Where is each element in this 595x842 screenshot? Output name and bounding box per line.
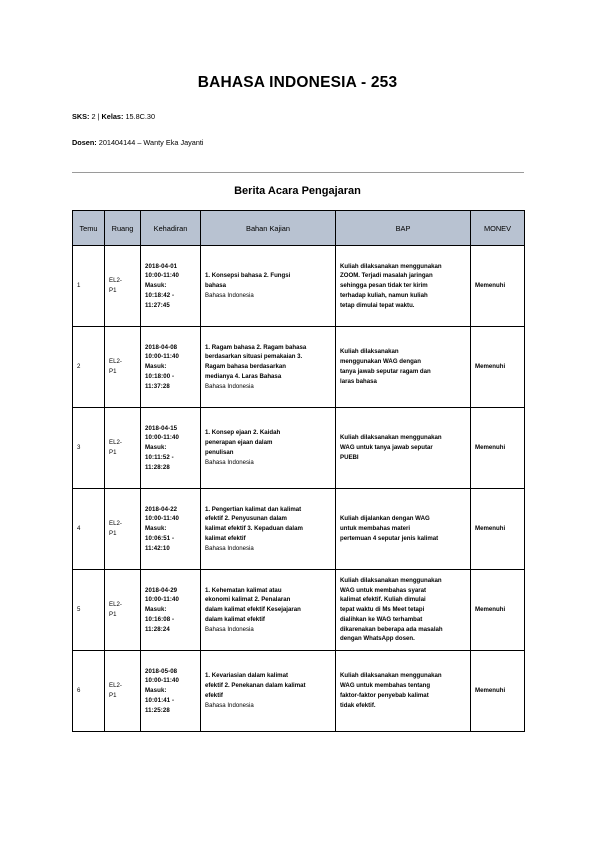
- cell-kehadiran: [141, 246, 201, 327]
- kehadiran-line: 11:25:28: [145, 706, 170, 714]
- cell-ruang: [105, 408, 141, 489]
- kajian-reference: Bahasa Indonesia: [205, 625, 254, 633]
- kehadiran-line: 10:11:52 -: [145, 453, 174, 461]
- kajian-line: 1. Pengertian kalimat dan kalimat: [205, 505, 302, 513]
- kajian-line: 1. Konsep ejaan 2. Kaidah: [205, 429, 281, 437]
- cell-bap: [336, 408, 471, 489]
- cell-monev: Memenuhi: [471, 651, 525, 732]
- kajian-line: Ragam bahasa berdasarkan: [205, 363, 286, 371]
- cell-ruang: [105, 651, 141, 732]
- bap-line: WAG untuk membahas tentang: [340, 682, 431, 690]
- kehadiran-line: 2018-04-22: [145, 505, 178, 513]
- kehadiran-line: 10:00-11:40: [145, 434, 179, 442]
- course-title: BAHASA INDONESIA - 253: [197, 74, 398, 91]
- bap-line: sehingga pesan tidak ter kirim: [340, 282, 428, 290]
- kajian-line: medianya 4. Laras Bahasa: [205, 372, 282, 380]
- bap-line: Kuliah dilaksanakan menggunakan: [340, 576, 442, 584]
- cell-ruang: [105, 489, 141, 570]
- kajian-reference: Bahasa Indonesia: [205, 701, 254, 709]
- kajian-line: 1. Kehematan kalimat atau: [205, 586, 282, 594]
- kehadiran-line: 10:18:42 -: [145, 291, 175, 299]
- kajian-reference: Bahasa Indonesia: [205, 382, 254, 390]
- bap-line: dikarenakan beberapa ada masalah: [340, 625, 443, 633]
- table-row: [73, 246, 525, 327]
- cell-ruang: [105, 570, 141, 651]
- sks-label: SKS:: [72, 112, 90, 121]
- cell-bap: [336, 489, 471, 570]
- bap-line: faktor-faktor penyebab kalimat: [340, 692, 429, 699]
- kehadiran-line: 11:42:10: [145, 544, 170, 552]
- dosen-label: Dosen:: [72, 138, 97, 147]
- dosen-value: 201404144 – Wanty Eka Jayanti: [98, 138, 204, 147]
- kehadiran-line: 10:00-11:40: [145, 272, 179, 280]
- kehadiran-line: 2018-04-01: [145, 262, 178, 270]
- kehadiran-line: 10:00-11:40: [145, 596, 179, 604]
- kehadiran-line: 10:01:41 -: [145, 696, 175, 704]
- kajian-reference: Bahasa Indonesia: [205, 458, 254, 466]
- kehadiran-line: Masuk:: [145, 363, 167, 371]
- bap-line: WAG untuk membahas syarat: [340, 586, 427, 594]
- cell-temu: 3: [73, 408, 105, 489]
- cell-bahan-kajian: [201, 327, 336, 408]
- kehadiran-line: Masuk:: [145, 687, 167, 695]
- bap-line: Kuliah dilaksanakan menggunakan: [340, 262, 442, 270]
- bap-line: laras bahasa: [340, 377, 377, 385]
- kehadiran-line: Masuk:: [145, 282, 167, 290]
- kajian-line: 1. Ragam bahasa 2. Ragam bahasa: [205, 343, 307, 351]
- kehadiran-line: 11:27:45: [145, 301, 170, 309]
- table-row: [73, 408, 525, 489]
- cell-bap: [336, 327, 471, 408]
- table-body: [73, 246, 525, 732]
- section-title: Berita Acara Pengajaran: [234, 185, 361, 197]
- ruang-line: P1: [109, 449, 117, 456]
- table-row: [73, 327, 525, 408]
- kajian-line: efektif: [205, 692, 223, 699]
- cell-monev: Memenuhi: [471, 246, 525, 327]
- kajian-line: bahasa: [205, 282, 227, 290]
- kajian-line: berdasarkan situasi pemakaian 3.: [205, 353, 303, 361]
- kelas-value: 15.8C.30: [125, 112, 156, 121]
- bap-table: [72, 210, 525, 732]
- kehadiran-line: 2018-04-08: [145, 343, 178, 351]
- kehadiran-line: 2018-05-08: [145, 667, 178, 675]
- kajian-line: dalam kalimat efektif Kesejajaran: [205, 606, 301, 614]
- ruang-line: EL2-: [109, 439, 122, 447]
- kehadiran-line: 10:00-11:40: [145, 353, 179, 361]
- cell-temu: 5: [73, 570, 105, 651]
- cell-temu: 6: [73, 651, 105, 732]
- bap-line: dialihkan ke WAG terhambat: [340, 615, 423, 623]
- cell-monev: Memenuhi: [471, 570, 525, 651]
- cell-kehadiran: [141, 489, 201, 570]
- cell-bap: [336, 246, 471, 327]
- horizontal-divider: [72, 172, 524, 173]
- bap-line: Kuliah dilaksanakan menggunakan: [340, 434, 442, 442]
- cell-monev: Memenuhi: [471, 489, 525, 570]
- kelas-label: Kelas:: [101, 112, 124, 121]
- kajian-line: kalimat efektif 3. Kepaduan dalam: [205, 525, 303, 533]
- ruang-line: EL2-: [109, 277, 122, 285]
- cell-temu: 1: [73, 246, 105, 327]
- cell-temu: 2: [73, 327, 105, 408]
- column-header-monev: MONEV: [471, 211, 525, 246]
- kehadiran-line: 11:37:28: [145, 382, 170, 390]
- kajian-reference: Bahasa Indonesia: [205, 544, 254, 552]
- cell-kehadiran: [141, 651, 201, 732]
- bap-line: WAG untuk tanya jawab seputar: [340, 444, 433, 452]
- ruang-line: P1: [109, 530, 117, 537]
- kajian-line: ekonomi kalimat 2. Penalaran: [205, 596, 291, 604]
- table-header-row: [73, 211, 525, 246]
- cell-monev: Memenuhi: [471, 408, 525, 489]
- kajian-line: kalimat efektif: [205, 534, 246, 542]
- bap-line: Kuliah dilaksanakan menggunakan: [340, 672, 442, 680]
- kehadiran-line: 10:06:51 -: [145, 534, 175, 542]
- bap-line: Kuliah dilaksanakan: [340, 348, 399, 356]
- cell-bahan-kajian: [201, 408, 336, 489]
- column-header-temu: Temu: [73, 211, 105, 246]
- table-row: [73, 489, 525, 570]
- kajian-line: 1. Konsepsi bahasa 2. Fungsi: [205, 272, 291, 280]
- kajian-line: efektif 2. Penekanan dalam kalimat: [205, 682, 306, 690]
- kajian-line: dalam kalimat efektif: [205, 615, 265, 623]
- cell-bahan-kajian: [201, 246, 336, 327]
- kehadiran-line: 10:18:00 -: [145, 372, 175, 380]
- cell-bahan-kajian: [201, 570, 336, 651]
- column-header-ruang: Ruang: [105, 211, 141, 246]
- cell-bahan-kajian: [201, 489, 336, 570]
- column-header-bahan-kajian: Bahan Kajian: [201, 211, 336, 246]
- kehadiran-line: 2018-04-15: [145, 424, 178, 432]
- ruang-line: P1: [109, 287, 117, 294]
- kehadiran-line: 2018-04-29: [145, 586, 178, 594]
- bap-line: ZOOM. Terjadi masalah jaringan: [340, 272, 433, 280]
- bap-line: menggunakan WAG dengan: [340, 358, 421, 366]
- kajian-line: penulisan: [205, 449, 234, 456]
- table-row: [73, 651, 525, 732]
- bap-line: pertemuan 4 seputar jenis kalimat: [340, 534, 439, 542]
- ruang-line: P1: [109, 368, 117, 375]
- bap-line: PUEBI: [340, 453, 359, 461]
- bap-line: tanya jawab seputar ragam dan: [340, 368, 431, 375]
- sks-value: 2: [91, 112, 96, 121]
- kehadiran-line: Masuk:: [145, 525, 167, 533]
- bap-line: terhadap kuliah, namun kuliah: [340, 291, 428, 299]
- cell-monev: Memenuhi: [471, 327, 525, 408]
- kehadiran-line: Masuk:: [145, 606, 167, 614]
- bap-line: dengan WhatsApp dosen.: [340, 635, 415, 643]
- cell-bap: [336, 651, 471, 732]
- kehadiran-line: 11:28:24: [145, 625, 170, 633]
- bap-line: kalimat efektif. Kuliah dimulai: [340, 596, 426, 604]
- bap-line: untuk membahas materi: [340, 525, 411, 533]
- kehadiran-line: 10:00-11:40: [145, 515, 179, 523]
- bap-line: Kuliah dijalankan dengan WAG: [340, 515, 430, 523]
- ruang-line: EL2-: [109, 358, 122, 366]
- kajian-line: efektif 2. Penyusunan dalam: [205, 515, 287, 523]
- kehadiran-line: Masuk:: [145, 444, 167, 452]
- ruang-line: P1: [109, 692, 117, 699]
- table-row: [73, 570, 525, 651]
- kajian-line: penerapan ejaan dalam: [205, 439, 273, 447]
- kajian-line: 1. Kevariasian dalam kalimat: [205, 672, 288, 680]
- ruang-line: EL2-: [109, 520, 122, 528]
- cell-bahan-kajian: [201, 651, 336, 732]
- cell-kehadiran: [141, 408, 201, 489]
- column-header-bap: BAP: [336, 211, 471, 246]
- bap-line: tepat waktu di Ms Meet tetapi: [340, 606, 425, 614]
- bap-line: tidak efektif.: [340, 701, 376, 709]
- cell-ruang: [105, 246, 141, 327]
- meta-separator: |: [97, 112, 102, 121]
- kajian-reference: Bahasa Indonesia: [205, 291, 254, 299]
- ruang-line: EL2-: [109, 682, 122, 690]
- column-header-kehadiran: Kehadiran: [141, 211, 201, 246]
- kehadiran-line: 10:00-11:40: [145, 677, 179, 685]
- cell-bap: [336, 570, 471, 651]
- sks-kelas-line: [72, 112, 155, 121]
- cell-kehadiran: [141, 570, 201, 651]
- ruang-line: EL2-: [109, 601, 122, 609]
- dosen-line: [72, 138, 204, 147]
- kehadiran-line: 10:16:08 -: [145, 615, 175, 623]
- cell-temu: 4: [73, 489, 105, 570]
- bap-line: tetap dimulai tepat waktu.: [340, 301, 415, 309]
- cell-ruang: [105, 327, 141, 408]
- ruang-line: P1: [109, 611, 117, 618]
- kehadiran-line: 11:28:28: [145, 463, 170, 471]
- cell-kehadiran: [141, 327, 201, 408]
